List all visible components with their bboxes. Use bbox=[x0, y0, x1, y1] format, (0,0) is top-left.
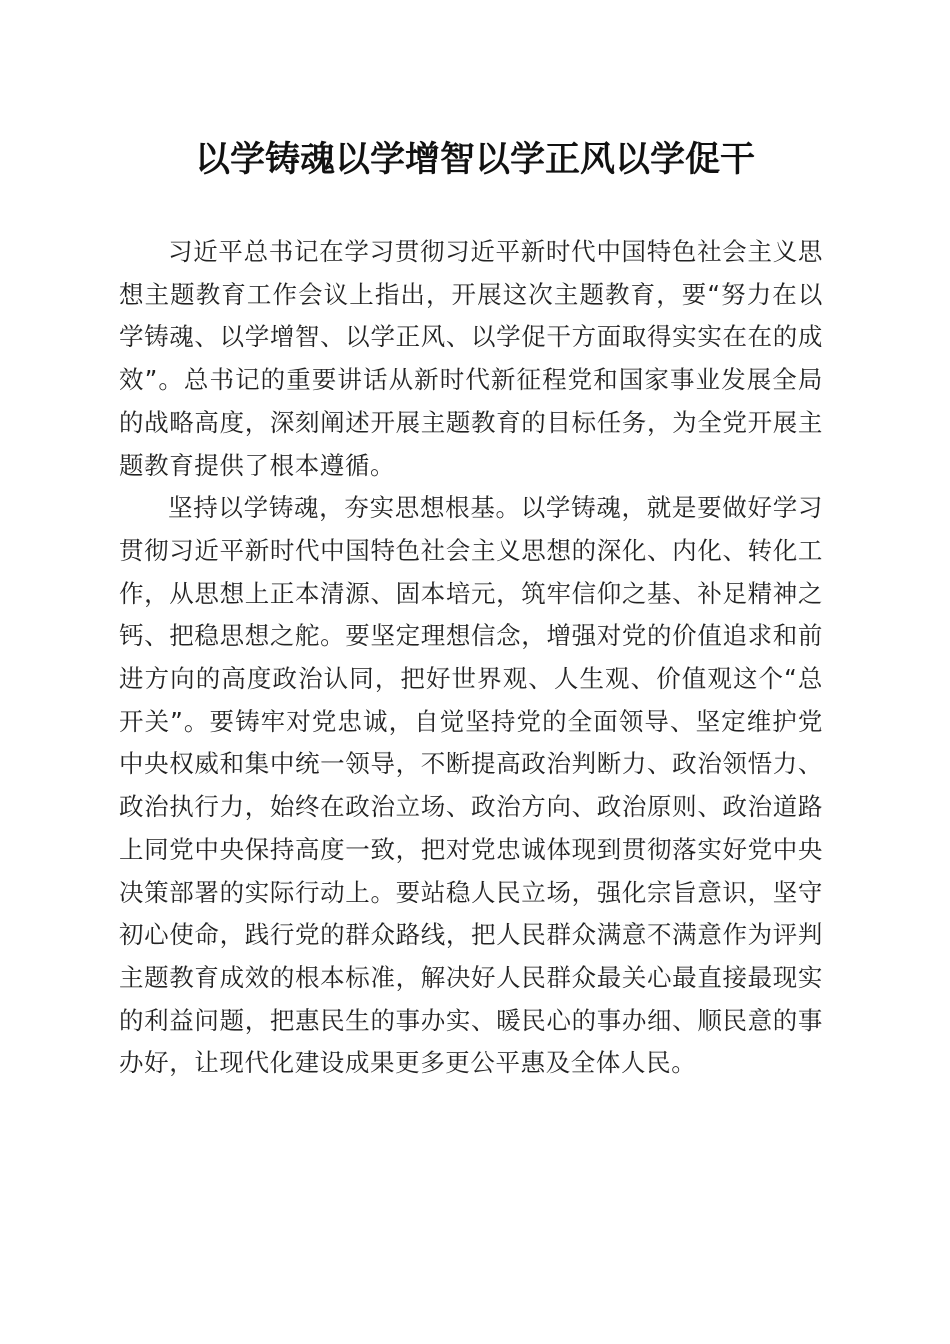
document-title: 以学铸魂以学增智以学正风以学促干 bbox=[194, 139, 755, 180]
document-body bbox=[119, 231, 823, 1085]
paragraph-soul-casting: 坚持以学铸魂，夯实思想根基。以学铸魂，就是要做好学习贯彻习近平新时代中国特色社会主义思想的深化、内化、转化工作，从思想上正本清源、固本培元，筑牢信仰之基、补足精神之钙、把稳思想之舵。要坚定理想信念，增强对党的价值追求和前进方向的高度政治认同，把好世界观、人生观、价值观这个“总开关”。要铸牢对党忠诚，自觉坚持党的全面领导、坚定维护党中央权威和集中统一领导，不断提高政治判断力、政治领悟力、政治执行力，始终在政治立场、政治方向、政治原则、政治道路上同党中央保持高度一致，把对党忠诚体现到贯彻落实好党中央决策部署的实际行动上。要站稳人民立场，强化宗旨意识，坚守初心使命，践行党的群众路线，把人民群众满意不满意作为评判主题教育成效的根本标准，解决好人民群众最关心最直接最现实的利益问题，把惠民生的事办实、暖民心的事办细、顺民意的事办好，让现代化建设成果更多更公平惠及全体人民。 bbox=[119, 493, 823, 1078]
paragraph-intro: 习近平总书记在学习贯彻习近平新时代中国特色社会主义思想主题教育工作会议上指出，开展这次主题教育，要“努力在以学铸魂、以学增智、以学正风、以学促干方面取得实实在在的成效”。总书记的重要讲话从新时代新征程党和国家事业发展全局的战略高度，深刻阐述开展主题教育的目标任务，为全党开展主题教育提供了根本遵循。 bbox=[119, 237, 823, 480]
